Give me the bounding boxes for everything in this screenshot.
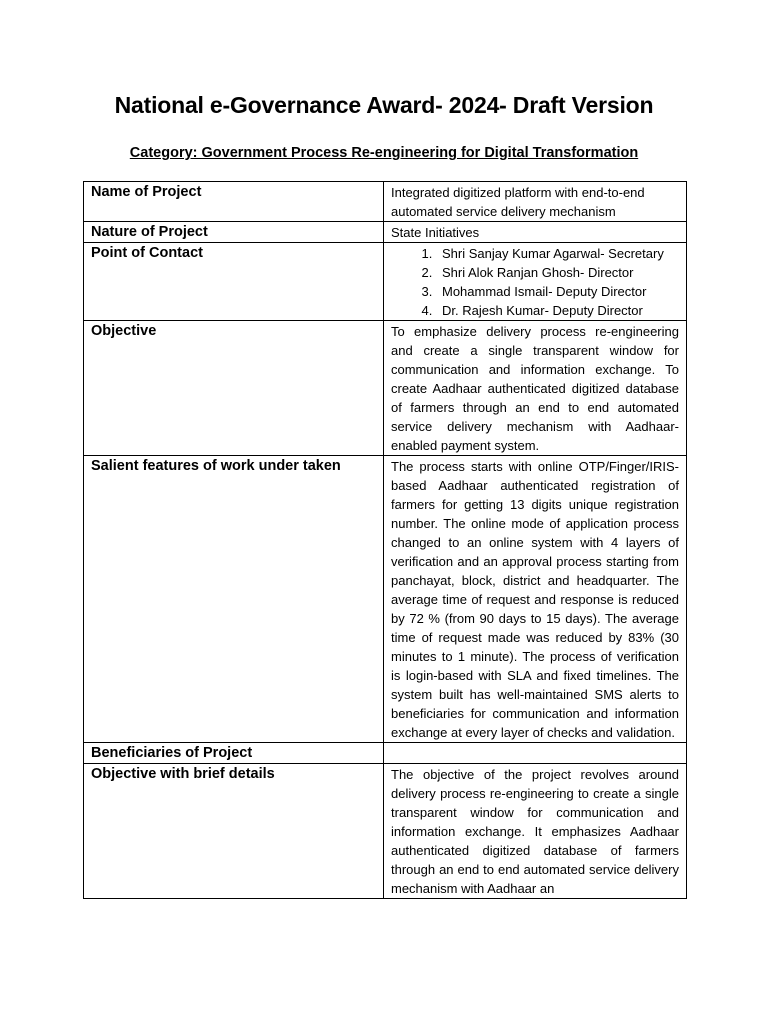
row-value [384, 743, 687, 764]
page-title: National e-Governance Award- 2024- Draft Version [114, 92, 654, 118]
contact-list [391, 244, 679, 320]
category-heading: Category: Government Process Re-engineering for Digital Transformation [129, 145, 639, 161]
row-label: Point of Contact [84, 243, 384, 321]
row-label: Name of Project [84, 182, 384, 222]
contact-item: 4. Dr. Rajesh Kumar- Deputy Director [436, 301, 679, 320]
contact-item: 3. Mohammad Ismail- Deputy Director [436, 282, 679, 301]
project-details-table [83, 181, 687, 899]
table-row-point-of-contact [84, 243, 687, 321]
row-value: The process starts with online OTP/Finger/IRIS-based Aadhaar authenticated registration of farmers for getting 13 digits unique registration number. The online mode of application process changed to an online system with 4 layers of verification and an approval process starting from panchayat, block, district and headquarter. The average time of request and response is reduced by 72 % (from 90 days to 15 days). The average time of request made was reduced by 83% (30 minutes to 1 minute). The process of verification is login-based with SLA and fixed timelines. The system built has well-maintained SMS alerts to beneficiaries for communication and information exchange at every layer of checks and validation. [384, 456, 687, 743]
table-row-objective-brief [84, 764, 687, 899]
table-row-objective [84, 321, 687, 456]
row-label: Objective with brief details [84, 764, 384, 899]
contact-item: 1. Shri Sanjay Kumar Agarwal- Secretary [436, 244, 679, 263]
contact-list-cell [384, 243, 687, 321]
row-label: Salient features of work under taken [84, 456, 384, 743]
row-value: To emphasize delivery process re-engineering and create a single transparent window for communication and information exchange. To create Aadhaar authenticated digitized database of farmers through an end to end automated service delivery mechanism with Aadhaar-enabled payment system. [384, 321, 687, 456]
table-row-nature-of-project [84, 222, 687, 243]
contact-item: 2. Shri Alok Ranjan Ghosh- Director [436, 263, 679, 282]
row-value: State Initiatives [384, 222, 687, 243]
row-label: Beneficiaries of Project [84, 743, 384, 764]
table-row-salient-features [84, 456, 687, 743]
row-value: Integrated digitized platform with end-to-end automated service delivery mechanism [384, 182, 687, 222]
row-label: Nature of Project [84, 222, 384, 243]
table-row-name-of-project [84, 182, 687, 222]
table-row-beneficiaries [84, 743, 687, 764]
row-value: The objective of the project revolves around delivery process re-engineering to create a single transparent window for communication and information exchange. It emphasizes Aadhaar authenticated digitized database of farmers through an end to end automated service delivery mechanism with Aadhaar an [384, 764, 687, 899]
row-label: Objective [84, 321, 384, 456]
